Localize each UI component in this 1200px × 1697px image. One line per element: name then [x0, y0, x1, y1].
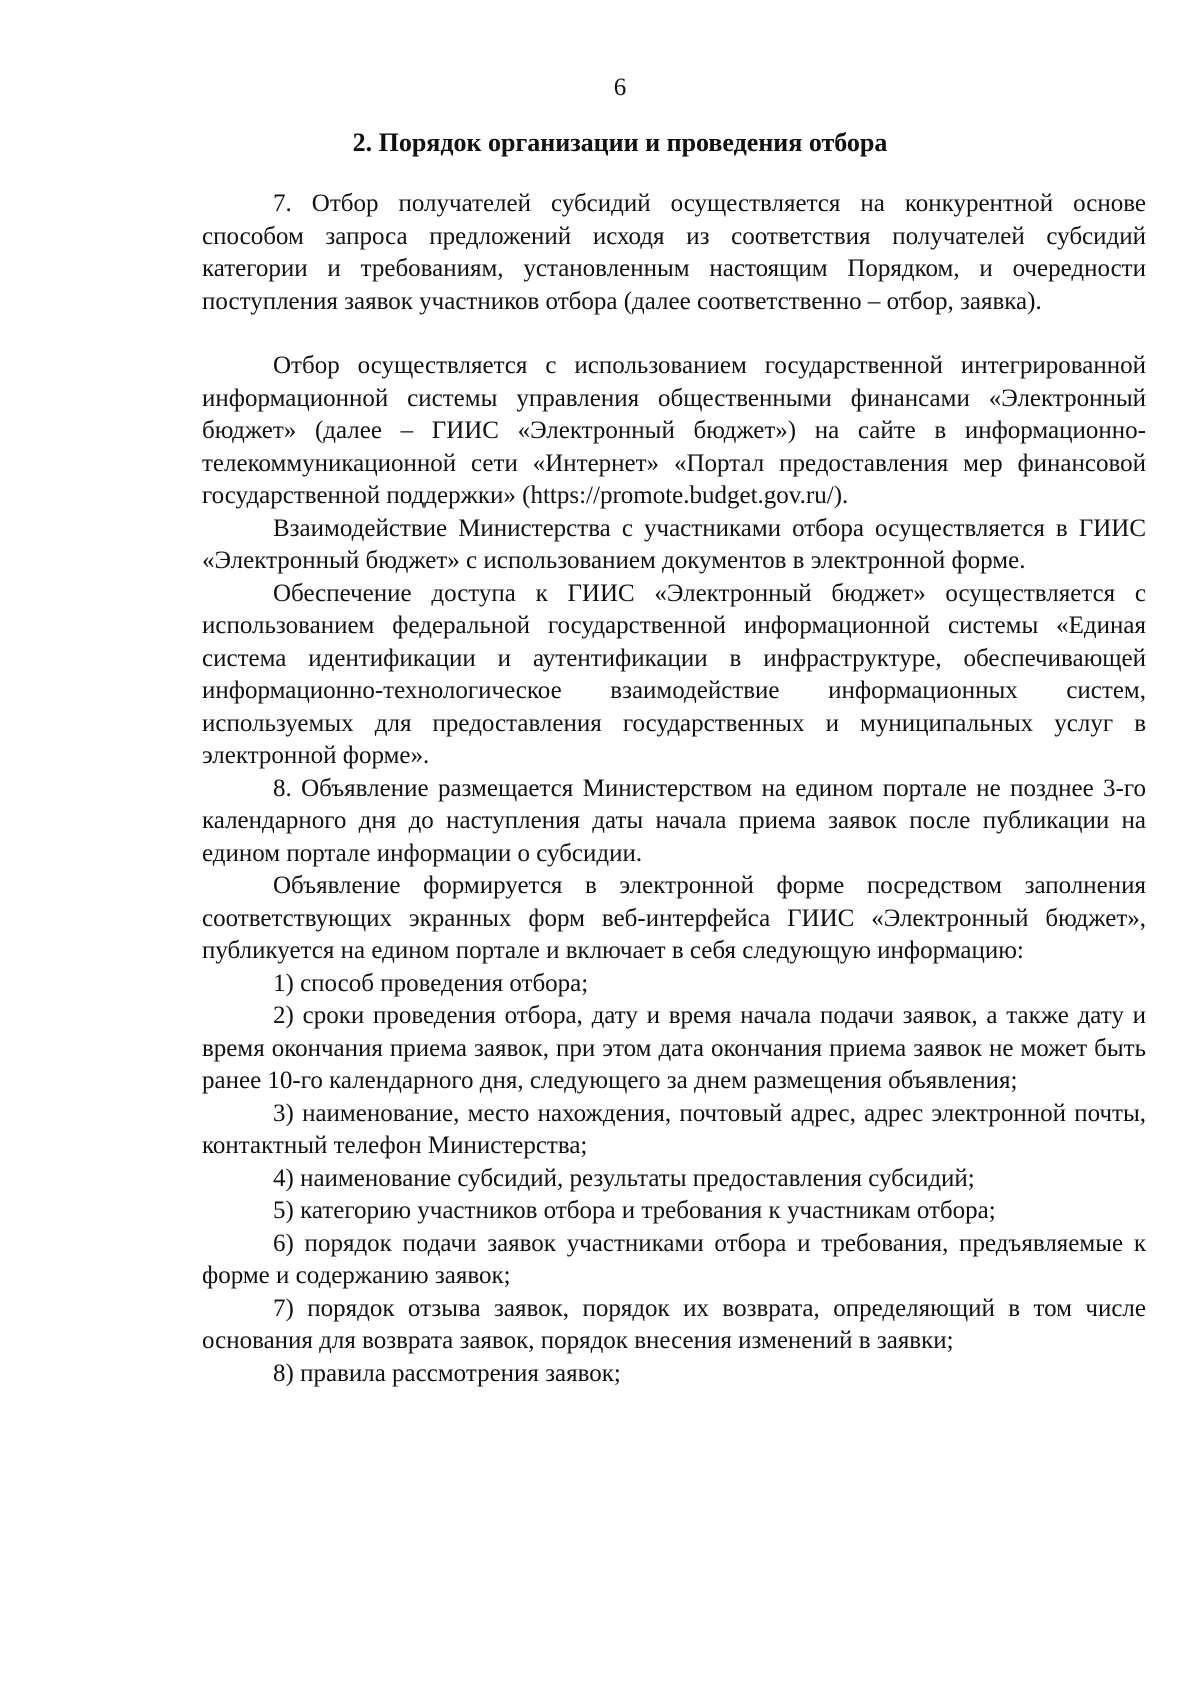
paragraph-7: 7. Отбор получателей субсидий осуществляется на конкурентной основе способом запроса предложений исходя из соответствия получателей субсидий категории и требованиям, установленным настоящим Порядком, и очередности поступления заявок участников отбора (далее соответственно – отбор, заявка).: [202, 190, 1146, 315]
paragraph-interaction: Взаимодействие Министерства с участниками отбора осуществляется в ГИИС «Электронный бюджет» с использованием документов в электронной форме.: [202, 514, 1146, 574]
list-item-3: 3) наименование, место нахождения, почтовый адрес, адрес электронной почты, контактный телефон Министерства;: [202, 1099, 1146, 1159]
list-item-1: 1) способ проведения отбора;: [273, 969, 589, 997]
list-item-6: 6) порядок подачи заявок участниками отбора и требования, предъявляемые к форме и содержанию заявок;: [202, 1229, 1146, 1289]
list-item-7: 7) порядок отзыва заявок, порядок их возврата, определяющий в том числе основания для возврата заявок, порядок внесения изменений в заявки;: [202, 1294, 1146, 1354]
list-item-8: 8) правила рассмотрения заявок;: [273, 1359, 621, 1387]
paragraph-selection-system: Отбор осуществляется с использованием государственной интегрированной информационной системы управления общественными финансами «Электронный бюджет» (далее – ГИИС «Электронный бюджет») на сайте в информационно-телекоммуникационной сети «Интернет» «Портал предоставления мер финансовой государственной поддержки» (https://promote.budget.gov.ru/).: [202, 352, 1146, 509]
paragraph-8: 8. Объявление размещается Министерством на едином портале не позднее 3-го календарного дня до наступления даты начала приема заявок после публикации на едином портале информации о субсидии.: [202, 774, 1146, 867]
list-item-5: 5) категорию участников отбора и требования к участникам отбора;: [273, 1197, 996, 1224]
paragraph-access: Обеспечение доступа к ГИИС «Электронный бюджет» осуществляется с использованием федеральной государственной информационной системы «Единая система идентификации и аутентификации в инфраструктуре, обеспечивающей информационно-технологическое взаимодействие информационных систем, используемых для предоставления государственных и муниципальных услуг в электронной форме».: [202, 579, 1146, 769]
list-item-2: 2) сроки проведения отбора, дату и время начала подачи заявок, а также дату и время окончания приема заявок, при этом дата окончания приема заявок не может быть ранее 10-го календарного дня, следующего за днем размещения объявления;: [202, 1002, 1146, 1094]
paragraph-announcement: Объявление формируется в электронной форме посредством заполнения соответствующих экранных форм веб-интерфейса ГИИС «Электронный бюджет», публикуется на едином портале и включает в себя следующую информацию:: [202, 872, 1146, 964]
document-body: [202, 188, 1146, 1390]
section-heading: 2. Порядок организации и проведения отбора: [352, 128, 888, 157]
list-item-4: 4) наименование субсидий, результаты предоставления субсидий;: [273, 1164, 975, 1192]
page-number: 6: [613, 74, 627, 101]
